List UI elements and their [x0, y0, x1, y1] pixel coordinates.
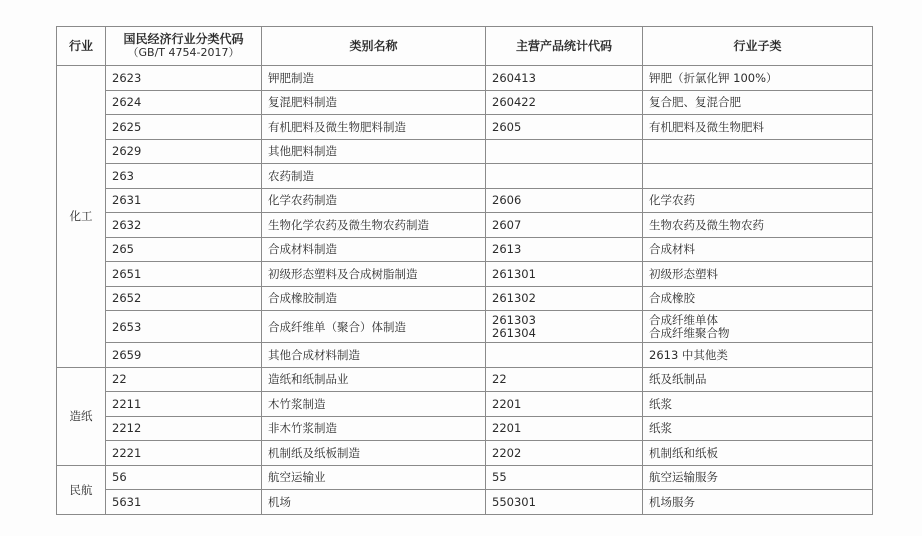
subcategory-cell	[643, 392, 873, 417]
category-name-cell-line: 化学农药制造	[268, 193, 337, 208]
product-code-cell	[486, 392, 643, 417]
category-name-cell	[262, 164, 486, 189]
category-name-cell-line: 造纸和纸制品业	[268, 372, 349, 387]
header-code	[106, 27, 262, 66]
product-code-cell	[486, 262, 643, 287]
table-row	[57, 262, 873, 287]
product-code-cell-line: 260422	[492, 95, 536, 110]
subcategory-cell-line: 纸及纸制品	[649, 372, 707, 387]
category-name-cell-line: 复混肥料制造	[268, 95, 337, 110]
category-name-cell	[262, 416, 486, 441]
subcategory-cell	[643, 311, 873, 343]
code-cell-line: 2623	[112, 70, 142, 85]
table-row	[57, 115, 873, 140]
product-code-cell-line: 2607	[492, 217, 522, 232]
header-code-line1: 国民经济行业分类代码	[123, 32, 244, 46]
category-name-cell	[262, 286, 486, 311]
subcategory-cell-line: 钾肥（折氯化钾 100%）	[649, 70, 778, 85]
code-cell	[106, 164, 262, 189]
subcategory-cell-line: 合成纤维聚合物	[649, 325, 730, 340]
code-cell-line: 2629	[112, 144, 142, 159]
category-name-cell	[262, 441, 486, 466]
code-cell-line: 2651	[112, 266, 142, 281]
category-name-cell	[262, 465, 486, 490]
category-name-cell-line: 合成橡胶制造	[268, 291, 337, 306]
subcategory-cell-line: 纸浆	[649, 396, 672, 411]
code-cell	[106, 188, 262, 213]
product-code-cell-line: 2605	[492, 119, 522, 134]
product-code-cell	[486, 115, 643, 140]
category-name-cell-line: 机制纸及纸板制造	[268, 445, 360, 460]
product-code-cell	[486, 311, 643, 343]
product-code-cell-line: 261301	[492, 266, 536, 281]
category-name-cell	[262, 490, 486, 515]
industry-classification-table	[56, 26, 873, 515]
category-name-cell	[262, 262, 486, 287]
product-code-cell-line: 2613	[492, 242, 522, 257]
table-row	[57, 66, 873, 91]
table-row	[57, 343, 873, 368]
header-product-code: 主营产品统计代码	[486, 27, 643, 66]
header-code-line2: （GB/T 4754-2017）	[127, 46, 240, 59]
code-cell-line: 2624	[112, 95, 142, 110]
product-code-cell-line: 550301	[492, 494, 536, 509]
subcategory-cell	[643, 262, 873, 287]
industry-cell: 造纸	[57, 367, 106, 465]
subcategory-cell-line: 纸浆	[649, 421, 672, 436]
product-code-cell	[486, 90, 643, 115]
code-cell-line: 2625	[112, 119, 142, 134]
subcategory-cell	[643, 286, 873, 311]
code-cell	[106, 90, 262, 115]
subcategory-cell	[643, 139, 873, 164]
category-name-cell-line: 木竹浆制造	[268, 396, 326, 411]
subcategory-cell	[643, 367, 873, 392]
code-cell	[106, 237, 262, 262]
subcategory-cell	[643, 213, 873, 238]
category-name-cell-line: 初级形态塑料及合成树脂制造	[268, 266, 418, 281]
code-cell	[106, 490, 262, 515]
product-code-cell-line: 22	[492, 372, 507, 387]
table-row	[57, 416, 873, 441]
industry-cell: 化工	[57, 66, 106, 368]
category-name-cell	[262, 213, 486, 238]
code-cell	[106, 66, 262, 91]
category-name-cell-line: 生物化学农药及微生物农药制造	[268, 217, 429, 232]
product-code-cell-line: 261303	[492, 312, 536, 327]
code-cell	[106, 441, 262, 466]
industry-table-container	[56, 26, 872, 515]
code-cell	[106, 311, 262, 343]
product-code-cell-line: 261304	[492, 325, 536, 340]
subcategory-cell	[643, 441, 873, 466]
product-code-cell-line: 261302	[492, 291, 536, 306]
header-subcategory: 行业子类	[643, 27, 873, 66]
category-name-cell-line: 合成材料制造	[268, 242, 337, 257]
product-code-cell-line: 2201	[492, 421, 522, 436]
code-cell-line: 2653	[112, 319, 142, 334]
category-name-cell	[262, 367, 486, 392]
product-code-cell	[486, 213, 643, 238]
product-code-cell	[486, 286, 643, 311]
table-row	[57, 164, 873, 189]
code-cell-line: 2212	[112, 421, 142, 436]
category-name-cell	[262, 237, 486, 262]
product-code-cell	[486, 188, 643, 213]
subcategory-cell-line: 复合肥、复混合肥	[649, 95, 741, 110]
subcategory-cell-line: 合成橡胶	[649, 291, 695, 306]
product-code-cell	[486, 139, 643, 164]
subcategory-cell-line: 合成纤维单体	[649, 312, 718, 327]
table-row	[57, 311, 873, 343]
category-name-cell	[262, 343, 486, 368]
table-row	[57, 490, 873, 515]
subcategory-cell	[643, 343, 873, 368]
category-name-cell-line: 其他合成材料制造	[268, 347, 360, 362]
subcategory-cell-line: 合成材料	[649, 242, 695, 257]
subcategory-cell-line: 机场服务	[649, 494, 695, 509]
subcategory-cell	[643, 188, 873, 213]
category-name-cell-line: 其他肥料制造	[268, 144, 337, 159]
header-industry: 行业	[57, 27, 106, 66]
subcategory-cell-line: 初级形态塑料	[649, 266, 718, 281]
category-name-cell	[262, 115, 486, 140]
table-row	[57, 237, 873, 262]
category-name-cell-line: 钾肥制造	[268, 70, 314, 85]
product-code-cell	[486, 465, 643, 490]
code-cell	[106, 343, 262, 368]
code-cell	[106, 392, 262, 417]
table-header-row	[57, 27, 873, 66]
category-name-cell	[262, 188, 486, 213]
subcategory-cell	[643, 90, 873, 115]
subcategory-cell-line: 机制纸和纸板	[649, 445, 718, 460]
table-row	[57, 465, 873, 490]
code-cell-line: 2221	[112, 445, 142, 460]
subcategory-cell	[643, 66, 873, 91]
table-row	[57, 367, 873, 392]
code-cell-line: 2659	[112, 347, 142, 362]
product-code-cell-line: 55	[492, 470, 507, 485]
subcategory-cell-line: 2613 中其他类	[649, 347, 728, 362]
code-cell-line: 22	[112, 372, 127, 387]
code-cell	[106, 416, 262, 441]
subcategory-cell	[643, 115, 873, 140]
code-cell	[106, 286, 262, 311]
subcategory-cell-line: 化学农药	[649, 193, 695, 208]
product-code-cell	[486, 441, 643, 466]
code-cell-line: 56	[112, 470, 127, 485]
code-cell	[106, 262, 262, 287]
subcategory-cell	[643, 237, 873, 262]
product-code-cell	[486, 416, 643, 441]
header-category: 类别名称	[262, 27, 486, 66]
subcategory-cell	[643, 490, 873, 515]
table-row	[57, 286, 873, 311]
subcategory-cell-line: 有机肥料及微生物肥料	[649, 119, 764, 134]
code-cell-line: 2652	[112, 291, 142, 306]
category-name-cell-line: 有机肥料及微生物肥料制造	[268, 119, 406, 134]
category-name-cell	[262, 139, 486, 164]
code-cell-line: 2211	[112, 396, 142, 411]
table-row	[57, 188, 873, 213]
subcategory-cell-line: 生物农药及微生物农药	[649, 217, 764, 232]
table-row	[57, 139, 873, 164]
code-cell	[106, 213, 262, 238]
category-name-cell	[262, 66, 486, 91]
table-row	[57, 441, 873, 466]
product-code-cell-line: 260413	[492, 70, 536, 85]
product-code-cell	[486, 237, 643, 262]
table-row	[57, 392, 873, 417]
product-code-cell-line: 2201	[492, 396, 522, 411]
subcategory-cell	[643, 416, 873, 441]
industry-cell: 民航	[57, 465, 106, 514]
code-cell-line: 5631	[112, 494, 142, 509]
category-name-cell-line: 合成纤维单（聚合）体制造	[268, 319, 406, 334]
code-cell	[106, 115, 262, 140]
product-code-cell-line: 2606	[492, 193, 522, 208]
product-code-cell	[486, 164, 643, 189]
product-code-cell	[486, 66, 643, 91]
code-cell-line: 2631	[112, 193, 142, 208]
category-name-cell-line: 农药制造	[268, 168, 314, 183]
code-cell-line: 2632	[112, 217, 142, 232]
category-name-cell	[262, 90, 486, 115]
category-name-cell-line: 机场	[268, 494, 291, 509]
category-name-cell-line: 非木竹浆制造	[268, 421, 337, 436]
table-row	[57, 90, 873, 115]
subcategory-cell	[643, 164, 873, 189]
product-code-cell-line: 2202	[492, 445, 522, 460]
category-name-cell	[262, 311, 486, 343]
product-code-cell	[486, 367, 643, 392]
code-cell-line: 263	[112, 168, 134, 183]
code-cell	[106, 465, 262, 490]
subcategory-cell-line: 航空运输服务	[649, 470, 718, 485]
product-code-cell	[486, 490, 643, 515]
product-code-cell	[486, 343, 643, 368]
category-name-cell	[262, 392, 486, 417]
subcategory-cell	[643, 465, 873, 490]
code-cell	[106, 367, 262, 392]
code-cell-line: 265	[112, 242, 134, 257]
code-cell	[106, 139, 262, 164]
table-row	[57, 213, 873, 238]
category-name-cell-line: 航空运输业	[268, 470, 326, 485]
